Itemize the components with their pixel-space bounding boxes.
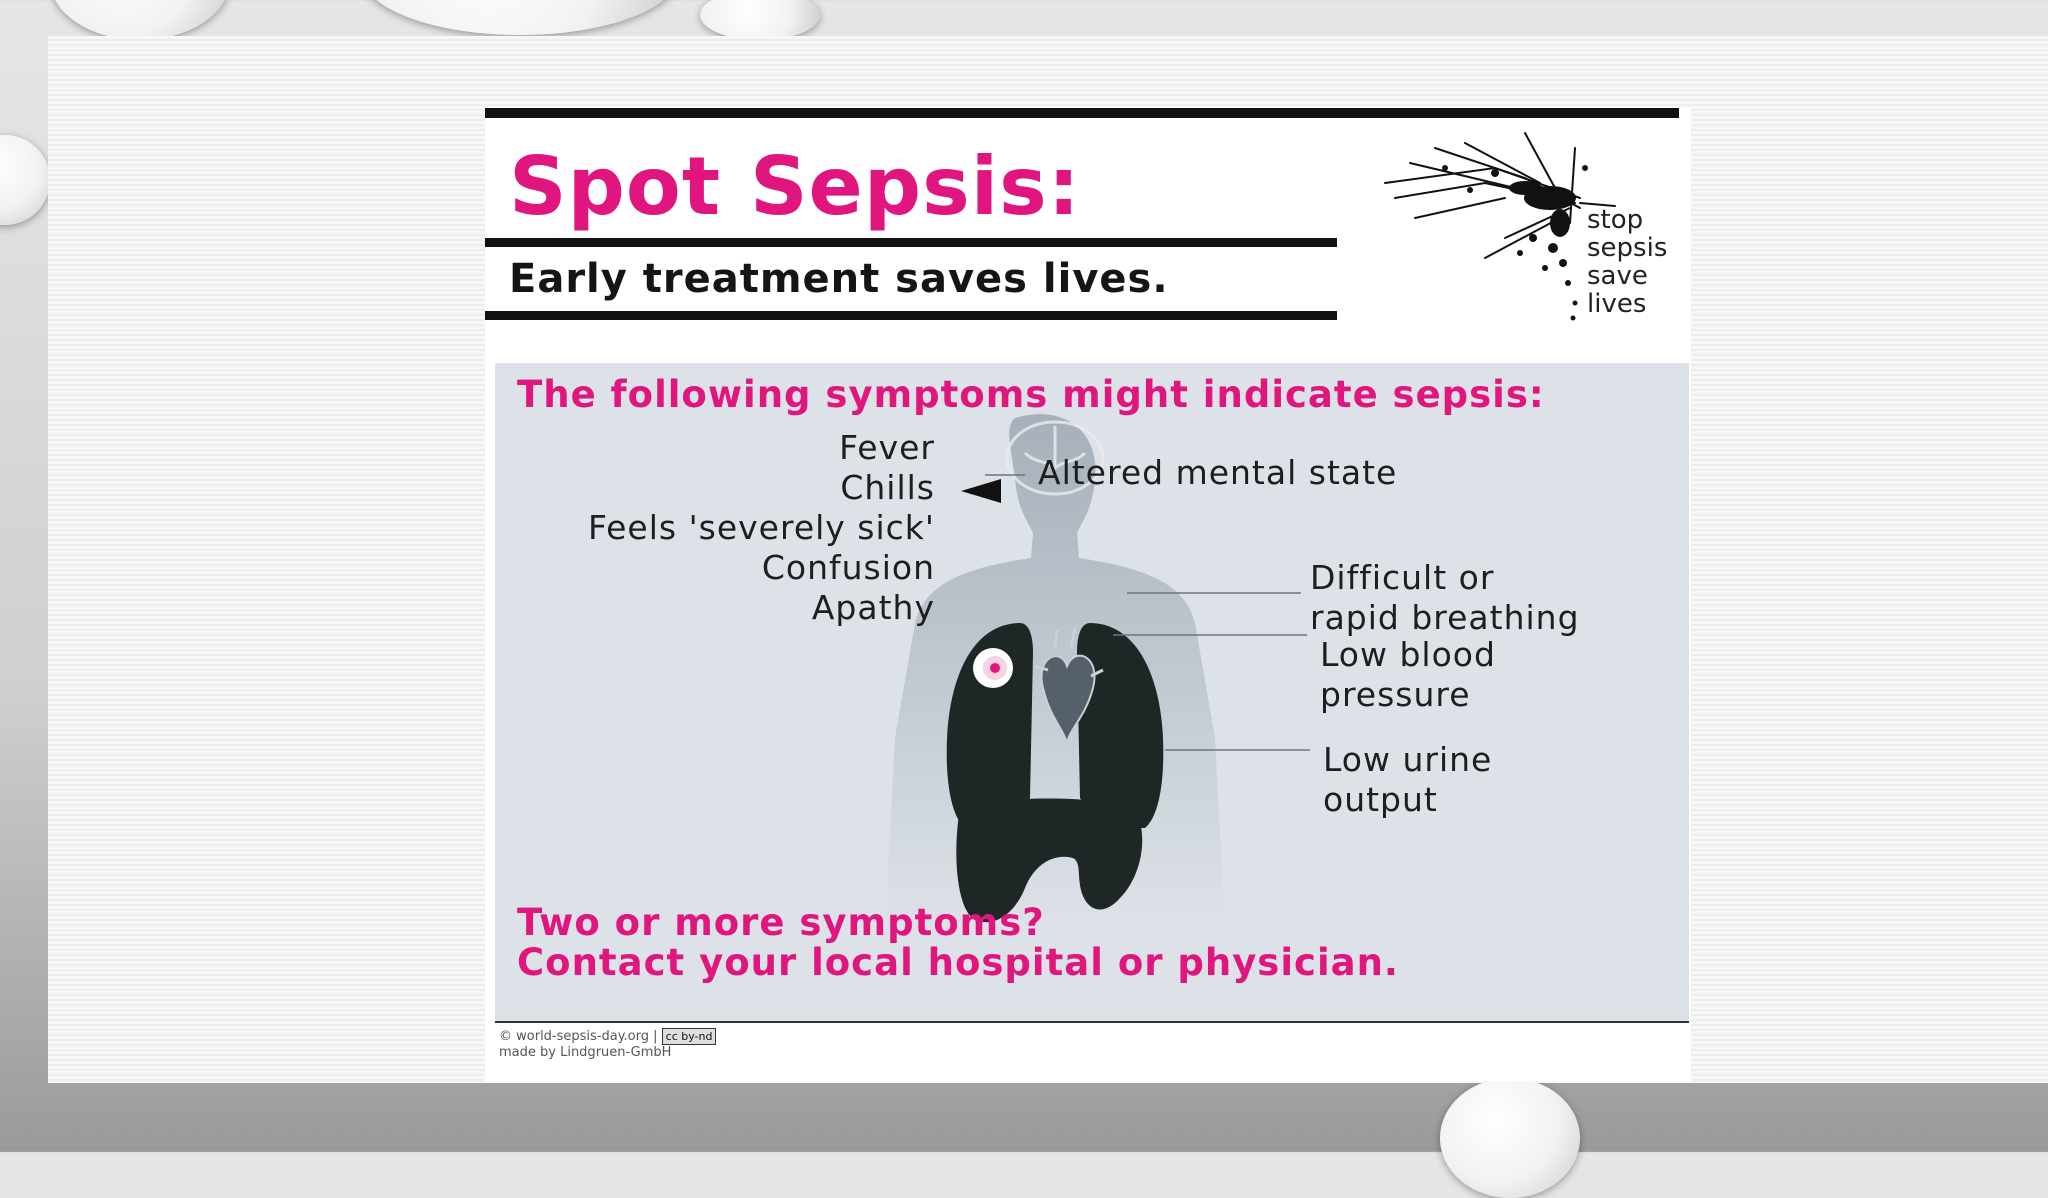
logo-line: sepsis: [1587, 233, 1668, 263]
title-rule: [485, 238, 1337, 247]
logo-tagline: [1587, 206, 1667, 318]
symptom-item: Fever: [839, 428, 935, 467]
sepsis-poster: [485, 108, 1691, 1081]
top-rule: [485, 108, 1679, 118]
poster-subtitle: Early treatment saves lives.: [509, 256, 1169, 302]
logo-line: save: [1587, 261, 1648, 291]
credit-footer: [499, 1028, 716, 1060]
label-blood-pressure-line1: Low blood: [1320, 635, 1496, 674]
symptom-item: Confusion: [761, 548, 935, 587]
call-to-action: [517, 903, 1399, 983]
decor-bubble: [700, 0, 820, 40]
label-altered-mental-state: Altered mental state: [1038, 453, 1398, 492]
label-breathing-line2: rapid breathing: [1310, 598, 1580, 637]
poster-title: Spot Sepsis:: [509, 140, 1081, 233]
credit-source: © world-sepsis-day.org |: [499, 1029, 658, 1044]
logo-line: lives: [1587, 289, 1647, 319]
symptoms-panel: [495, 363, 1689, 1021]
cc-license-badge: cc by-nd: [662, 1028, 717, 1045]
symptom-item: Chills: [840, 468, 935, 507]
subtitle-rule: [485, 311, 1337, 320]
label-urine-output-line2: output: [1323, 780, 1438, 819]
symptoms-heading: The following symptoms might indicate sepsis:: [517, 373, 1545, 416]
symptom-item: Feels 'severely sick': [587, 508, 935, 547]
decor-bubble: [1440, 1078, 1580, 1198]
logo-line: stop: [1587, 205, 1644, 235]
credit-maker: made by Lindgruen-GmbH: [499, 1045, 672, 1060]
label-urine-output-line1: Low urine: [1323, 740, 1493, 779]
decor-bubble: [50, 0, 230, 40]
label-breathing-line1: Difficult or: [1310, 558, 1495, 597]
cta-line-1: Two or more symptoms?: [517, 901, 1045, 944]
decor-bubble: [360, 0, 680, 35]
symptom-item: Apathy: [811, 588, 935, 627]
label-blood-pressure-line2: pressure: [1320, 675, 1471, 714]
slide-frame: [48, 36, 2048, 1083]
cta-line-2: Contact your local hospital or physician.: [517, 941, 1399, 984]
decor-bubble: [0, 135, 50, 225]
panel-bottom-rule: [495, 1021, 1689, 1023]
